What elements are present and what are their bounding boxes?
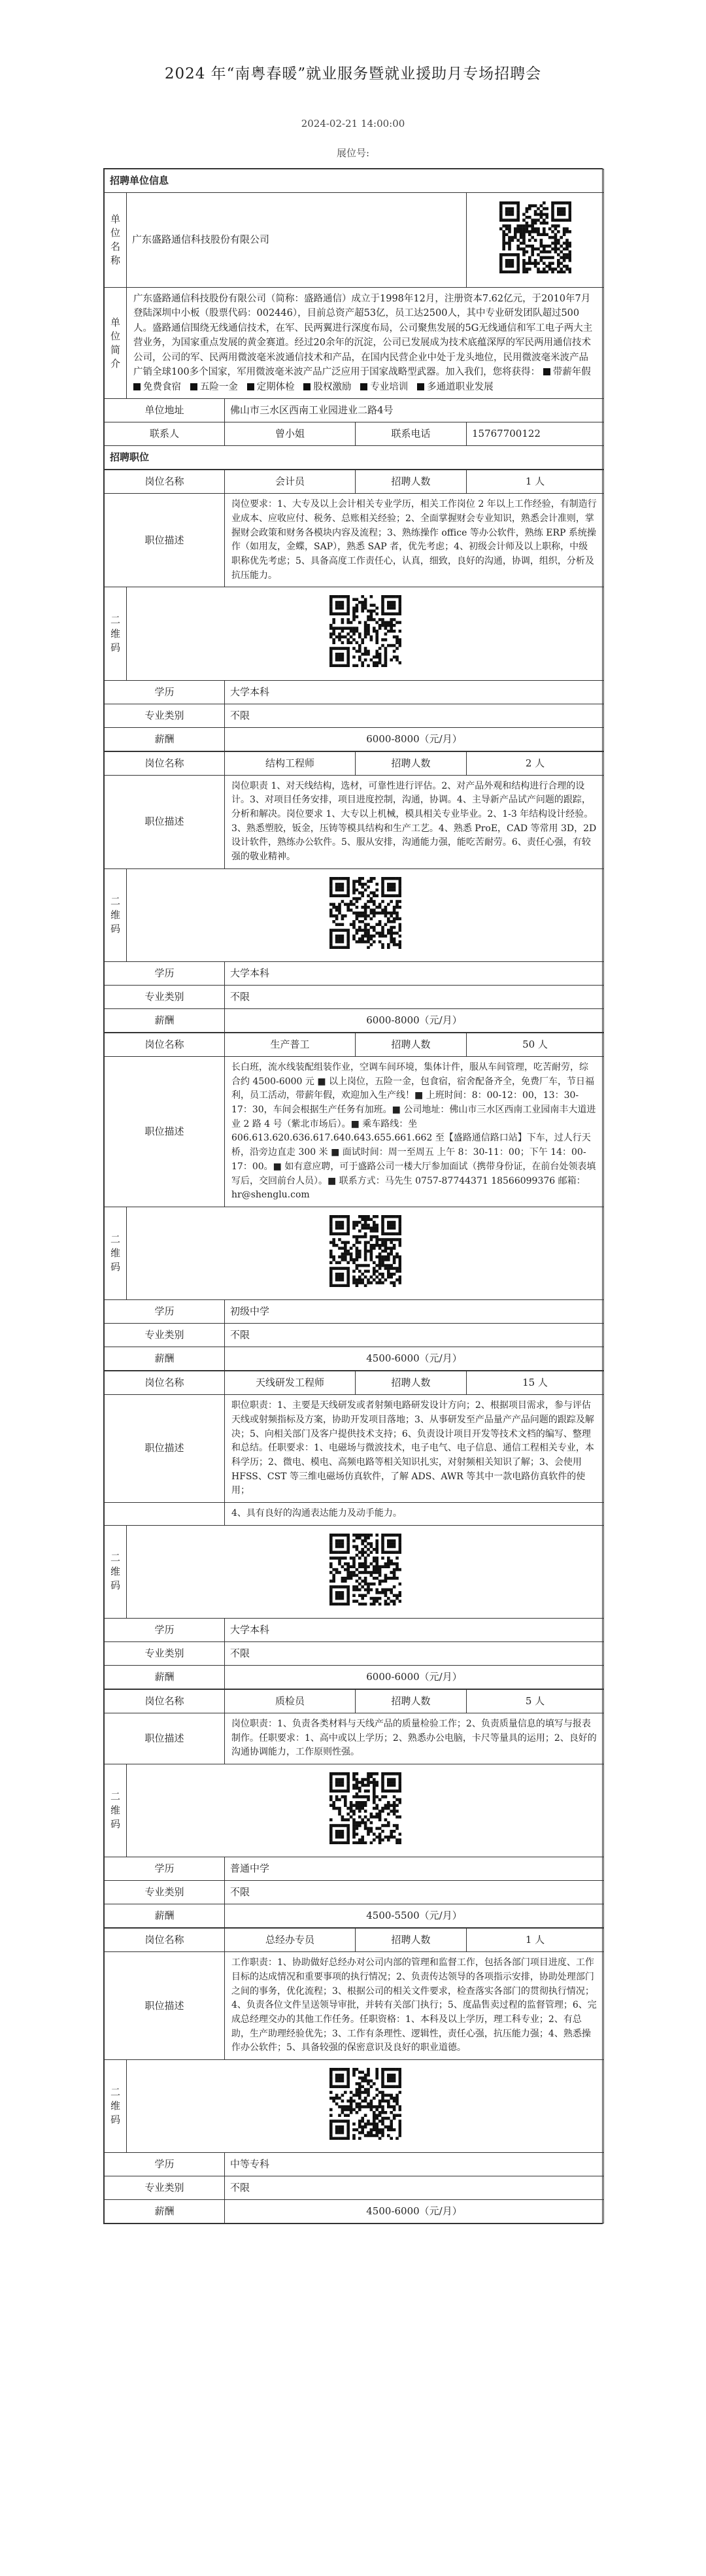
job-qr-label: 二维码 — [105, 868, 127, 961]
check-icon — [247, 383, 254, 390]
benefit-item: 股权激励 — [303, 382, 351, 392]
job-education: 普通中学 — [225, 1857, 604, 1881]
job-desc-label: 职位描述 — [105, 1057, 225, 1207]
job-table — [104, 1928, 604, 2224]
major-label: 专业类别 — [105, 1881, 225, 1904]
event-datetime: 2024-02-21 14:00:00 — [301, 117, 405, 129]
job-description: 岗位职责：1、负责各类材料与天线产品的质量检验工作；2、负责质量信息的填写与报表制作。任职要求：1、高中或以上学历；2、熟悉办公电脑，卡尺等量具的运用；2、良好的沟通协调能力，工作原则性强。 — [225, 1713, 604, 1764]
major-label: 专业类别 — [105, 2176, 225, 2200]
job-education: 大学本科 — [225, 680, 604, 704]
job-name-label: 岗位名称 — [105, 1371, 225, 1395]
job-name-label: 岗位名称 — [105, 751, 225, 775]
job-salary: 4500-6000（元/月） — [225, 1347, 604, 1371]
check-icon — [417, 383, 424, 390]
job-qr-label: 二维码 — [105, 1764, 127, 1857]
headcount-label: 招聘人数 — [356, 1689, 467, 1713]
check-icon — [303, 383, 311, 390]
qr-pattern — [329, 2068, 401, 2140]
education-label: 学历 — [105, 1300, 225, 1324]
job-qr-label: 二维码 — [105, 1207, 127, 1299]
benefit-item: 多通道职业发展 — [417, 382, 494, 392]
page-title: 2024 年“南粤春暖”就业服务暨就业援助月专场招聘会 — [164, 65, 542, 82]
job-education: 初级中学 — [225, 1300, 604, 1324]
job-education: 大学本科 — [225, 1618, 604, 1641]
job-name: 结构工程师 — [225, 751, 356, 775]
job-headcount: 50 人 — [467, 1033, 604, 1057]
job-education: 大学本科 — [225, 962, 604, 986]
job-qr-cell — [127, 1525, 604, 1618]
qr-pattern — [329, 1772, 401, 1844]
job-desc-label: 职位描述 — [105, 1713, 225, 1764]
job-salary: 6000-6000（元/月） — [225, 1665, 604, 1689]
education-label: 学历 — [105, 680, 225, 704]
qr-pattern — [329, 1215, 401, 1287]
job-qr-code — [329, 1772, 401, 1844]
salary-label: 薪酬 — [105, 727, 225, 751]
jobs-list — [104, 470, 602, 2224]
check-icon — [543, 368, 550, 375]
job-qr-code — [329, 1215, 401, 1287]
job-fair-sheet — [103, 168, 603, 2224]
company-intro-label: 单位简介 — [105, 288, 127, 399]
company-name: 广东盛路通信科技股份有限公司 — [127, 193, 467, 288]
major-label: 专业类别 — [105, 704, 225, 727]
headcount-label: 招聘人数 — [356, 1929, 467, 1952]
company-address: 佛山市三水区西南工业园进业二路4号 — [225, 399, 604, 422]
job-headcount: 5 人 — [467, 1689, 604, 1713]
headcount-label: 招聘人数 — [356, 751, 467, 775]
headcount-label: 招聘人数 — [356, 1033, 467, 1057]
contact-phone: 15767700122 — [467, 422, 604, 446]
job-description: 长白班，流水线装配组装作业，空调车间环境，集体计件，服从车间管理，吃苦耐劳，综合约 4500-6000 元 ■ 以上岗位，五险一金，包食宿，宿舍配备齐全，免费厂车，节日福利，员工活动，带薪年假，欢迎加入生产线！■ 上班时间：8：00-12：00，13：30-17：30，车间会根据生产任务有加班。■ 公司地址：佛山市三水区西南工业园南丰大道进业 2 路 4 号（紫北市场后）。■ 乘车路线：坐 606.613.620.636.617.640.643.655.661.662 至【盛路通信路口站】下车，过人行天桥，沿旁边直走 300 米 ■ 面试时间：周一至周五 上午 8：30-11：00；下午 14：00-17：00。■ 如有意应聘，可于盛路公司一楼大厅参加面试（携带身份证，在前台处领表填写后，交回前台人员）。■ 联系方式：马先生 0757-87744371 18566099376 邮箱：hr@shenglu.com — [225, 1057, 604, 1207]
job-description: 工作职责：1、协助做好总经办对公司内部的管理和监督工作，包括各部门项目进度、工作目标的达成情况和重要事项的执行情况；2、负责传达领导的各项指示安排，协助处理部门之间的事务，优化流程；3、根据公司的相关文件要求，检查落实各部门的贯彻执行情况；4、负责各位文件呈送领导审批，并转有关部门执行；5、度晶售卖过程的监督管理；6、完成总经理交办的其他工作任务。任职资格：1、本科及以上学历，理工科专业；2、有总助，生产助理经验优先；3、工作有条理性、逻辑性，责任心强，抗压能力强；4、熟悉操作办公软件；5、具备较强的保密意识及良好的职业道德。 — [225, 1952, 604, 2060]
contact-label: 联系人 — [105, 422, 225, 446]
benefit-item: 定期体检 — [247, 382, 295, 392]
major-label: 专业类别 — [105, 986, 225, 1009]
job-qr-cell — [127, 868, 604, 961]
company-intro-cell — [127, 288, 604, 399]
job-name-label: 岗位名称 — [105, 1689, 225, 1713]
job-table — [104, 751, 604, 1033]
salary-label: 薪酬 — [105, 2200, 225, 2224]
jobs-section-title: 招聘职位 — [105, 446, 604, 470]
job-qr-label: 二维码 — [105, 2060, 127, 2153]
job-major: 不限 — [225, 1881, 604, 1904]
major-label: 专业类别 — [105, 1641, 225, 1665]
benefit-item: 专业培训 — [360, 382, 408, 392]
job-table — [104, 470, 604, 751]
page-header — [0, 0, 706, 168]
salary-label: 薪酬 — [105, 1009, 225, 1033]
job-name-label: 岗位名称 — [105, 470, 225, 494]
qr-pattern — [329, 1534, 401, 1606]
job-qr-cell — [127, 587, 604, 680]
company-qr-code — [499, 201, 571, 273]
education-label: 学历 — [105, 962, 225, 986]
company-intro-text: 广东盛路通信科技股份有限公司（简称：盛路通信）成立于1998年12月，注册资本7.62亿元，于2010年7月登陆深圳中小板（股票代码：002446），目前总资产超53亿，员工达2500人，其中专业研发团队超过500人。盛路通信围绕无线通信技术，在军、民两翼进行深度布局，公司聚焦发展的5G无线通信和军工电子两大主营业务，为国家重点发展的黄金赛道。经过20余年的沉淀，公司已发展成为技术底蕴深厚的军民两用通信技术公司，公司的军、民两用微波毫米波通信技术和产品，在国内民营企业中处于龙头地位，民用微波毫米波产品广销全球100多个国家，军用微波毫米波产品广泛应用于国家战略型武器。加入我们，您将获得： — [133, 294, 593, 378]
qr-pattern — [329, 595, 401, 667]
job-table — [104, 1033, 604, 1371]
job-name: 质检员 — [225, 1689, 356, 1713]
job-headcount: 1 人 — [467, 1929, 604, 1952]
job-table — [104, 1689, 604, 1928]
company-qr-cell — [467, 193, 604, 288]
job-qr-cell — [127, 2060, 604, 2153]
job-desc-label: 职位描述 — [105, 1395, 225, 1503]
job-desc-extra-spacer — [105, 1502, 225, 1525]
job-description: 职位职责：1、主要是天线研发或者射频电路研发设计方向；2、根据项目需求，参与评估天线或射频指标及方案，协助开发项目落地；3、从事研发至产品量产产品问题的跟踪及解决；5、向相关部门及客户提供技术支持；6、负责设计项目开发等技术文档的编写、整理和总结。任职要求：1、电磁场与微波技术，电子电气、电子信息、通信工程相关专业，本科学历；2、微电、模电、高频电路等相关知识扎实，对射频相关知识了解；3、会使用 HFSS、CST 等三维电磁场仿真软件，了解 ADS、AWR 等其中一款电路仿真软件的使用； — [225, 1395, 604, 1503]
job-qr-code — [329, 1534, 401, 1606]
company-table — [104, 169, 604, 470]
qr-pattern — [499, 201, 571, 273]
job-major: 不限 — [225, 986, 604, 1009]
job-name-label: 岗位名称 — [105, 1929, 225, 1952]
job-qr-cell — [127, 1764, 604, 1857]
company-name-label: 单位名称 — [105, 193, 127, 288]
job-description-extra: 4、具有良好的沟通表达能力及动手能力。 — [225, 1502, 604, 1525]
company-section-title: 招聘单位信息 — [105, 169, 604, 193]
benefit-item: 带薪年假 — [543, 367, 591, 377]
job-major: 不限 — [225, 1641, 604, 1665]
booth-number-label: 展位号: — [336, 146, 370, 159]
job-qr-cell — [127, 1207, 604, 1299]
major-label: 专业类别 — [105, 1324, 225, 1347]
job-qr-code — [329, 595, 401, 667]
job-name-label: 岗位名称 — [105, 1033, 225, 1057]
job-qr-label: 二维码 — [105, 587, 127, 680]
job-desc-label: 职位描述 — [105, 1952, 225, 2060]
education-label: 学历 — [105, 2153, 225, 2176]
job-qr-code — [329, 2068, 401, 2140]
benefit-item: 免费食宿 — [133, 382, 181, 392]
job-table — [104, 1371, 604, 1689]
qr-pattern — [329, 877, 401, 949]
company-address-label: 单位地址 — [105, 399, 225, 422]
job-desc-label: 职位描述 — [105, 775, 225, 868]
job-headcount: 2 人 — [467, 751, 604, 775]
job-desc-label: 职位描述 — [105, 494, 225, 587]
job-major: 不限 — [225, 704, 604, 727]
job-qr-code — [329, 877, 401, 949]
phone-label: 联系电话 — [356, 422, 467, 446]
benefit-item: 五险一金 — [190, 382, 238, 392]
check-icon — [133, 383, 141, 390]
headcount-label: 招聘人数 — [356, 1371, 467, 1395]
job-qr-label: 二维码 — [105, 1525, 127, 1618]
check-icon — [360, 383, 367, 390]
job-name: 天线研发工程师 — [225, 1371, 356, 1395]
job-salary: 6000-8000（元/月） — [225, 1009, 604, 1033]
contact-name: 曾小姐 — [225, 422, 356, 446]
job-education: 中等专科 — [225, 2153, 604, 2176]
job-salary: 4500-6000（元/月） — [225, 2200, 604, 2224]
salary-label: 薪酬 — [105, 1665, 225, 1689]
job-name: 生产普工 — [225, 1033, 356, 1057]
job-salary: 6000-8000（元/月） — [225, 727, 604, 751]
job-headcount: 15 人 — [467, 1371, 604, 1395]
education-label: 学历 — [105, 1857, 225, 1881]
check-icon — [190, 383, 197, 390]
salary-label: 薪酬 — [105, 1904, 225, 1928]
salary-label: 薪酬 — [105, 1347, 225, 1371]
job-description: 岗位职责 1、对天线结构，选材，可靠性进行评估。2、对产品外观和结构进行合理的设计。3、对项目任务安排，项目进度控制，沟通，协调。4、主导新产品试产问题的跟踪，分析和解决。岗位要求 1、大专以上机械，模具相关专业毕业。2、1-3 年结构设计经验。3、熟悉塑胶，钣金，压铸等模具结构和生产工艺。4、熟悉 ProE，CAD 等常用 3D，2D 设计软件，熟练办公软件。5、服从安排，沟通能力强，能吃苦耐劳。6、责任心强，有较强的敬业精神。 — [225, 775, 604, 868]
job-name: 总经办专员 — [225, 1929, 356, 1952]
headcount-label: 招聘人数 — [356, 470, 467, 494]
job-name: 会计员 — [225, 470, 356, 494]
job-salary: 4500-5500（元/月） — [225, 1904, 604, 1928]
job-major: 不限 — [225, 2176, 604, 2200]
job-major: 不限 — [225, 1324, 604, 1347]
education-label: 学历 — [105, 1618, 225, 1641]
job-description: 岗位要求：1、大专及以上会计相关专业学历，相关工作岗位 2 年以上工作经验，有制造行业成本、应收应付、税务、总账相关经验；2、全面掌握财会专业知识，熟悉会计准则，掌握财会政策和财务各模块内容及流程；3、熟练操作 office 等办公软件，熟练 ERP 系统操作（如用友，金蝶，SAP），熟悉 SAP 者，优先考虑；4、初级会计师及以上职称，中级职称优先考虑；5、具备高度工作责任心，认真，细致，良好的沟通，协调，组织，分析及抗压能力。 — [225, 494, 604, 587]
job-headcount: 1 人 — [467, 470, 604, 494]
